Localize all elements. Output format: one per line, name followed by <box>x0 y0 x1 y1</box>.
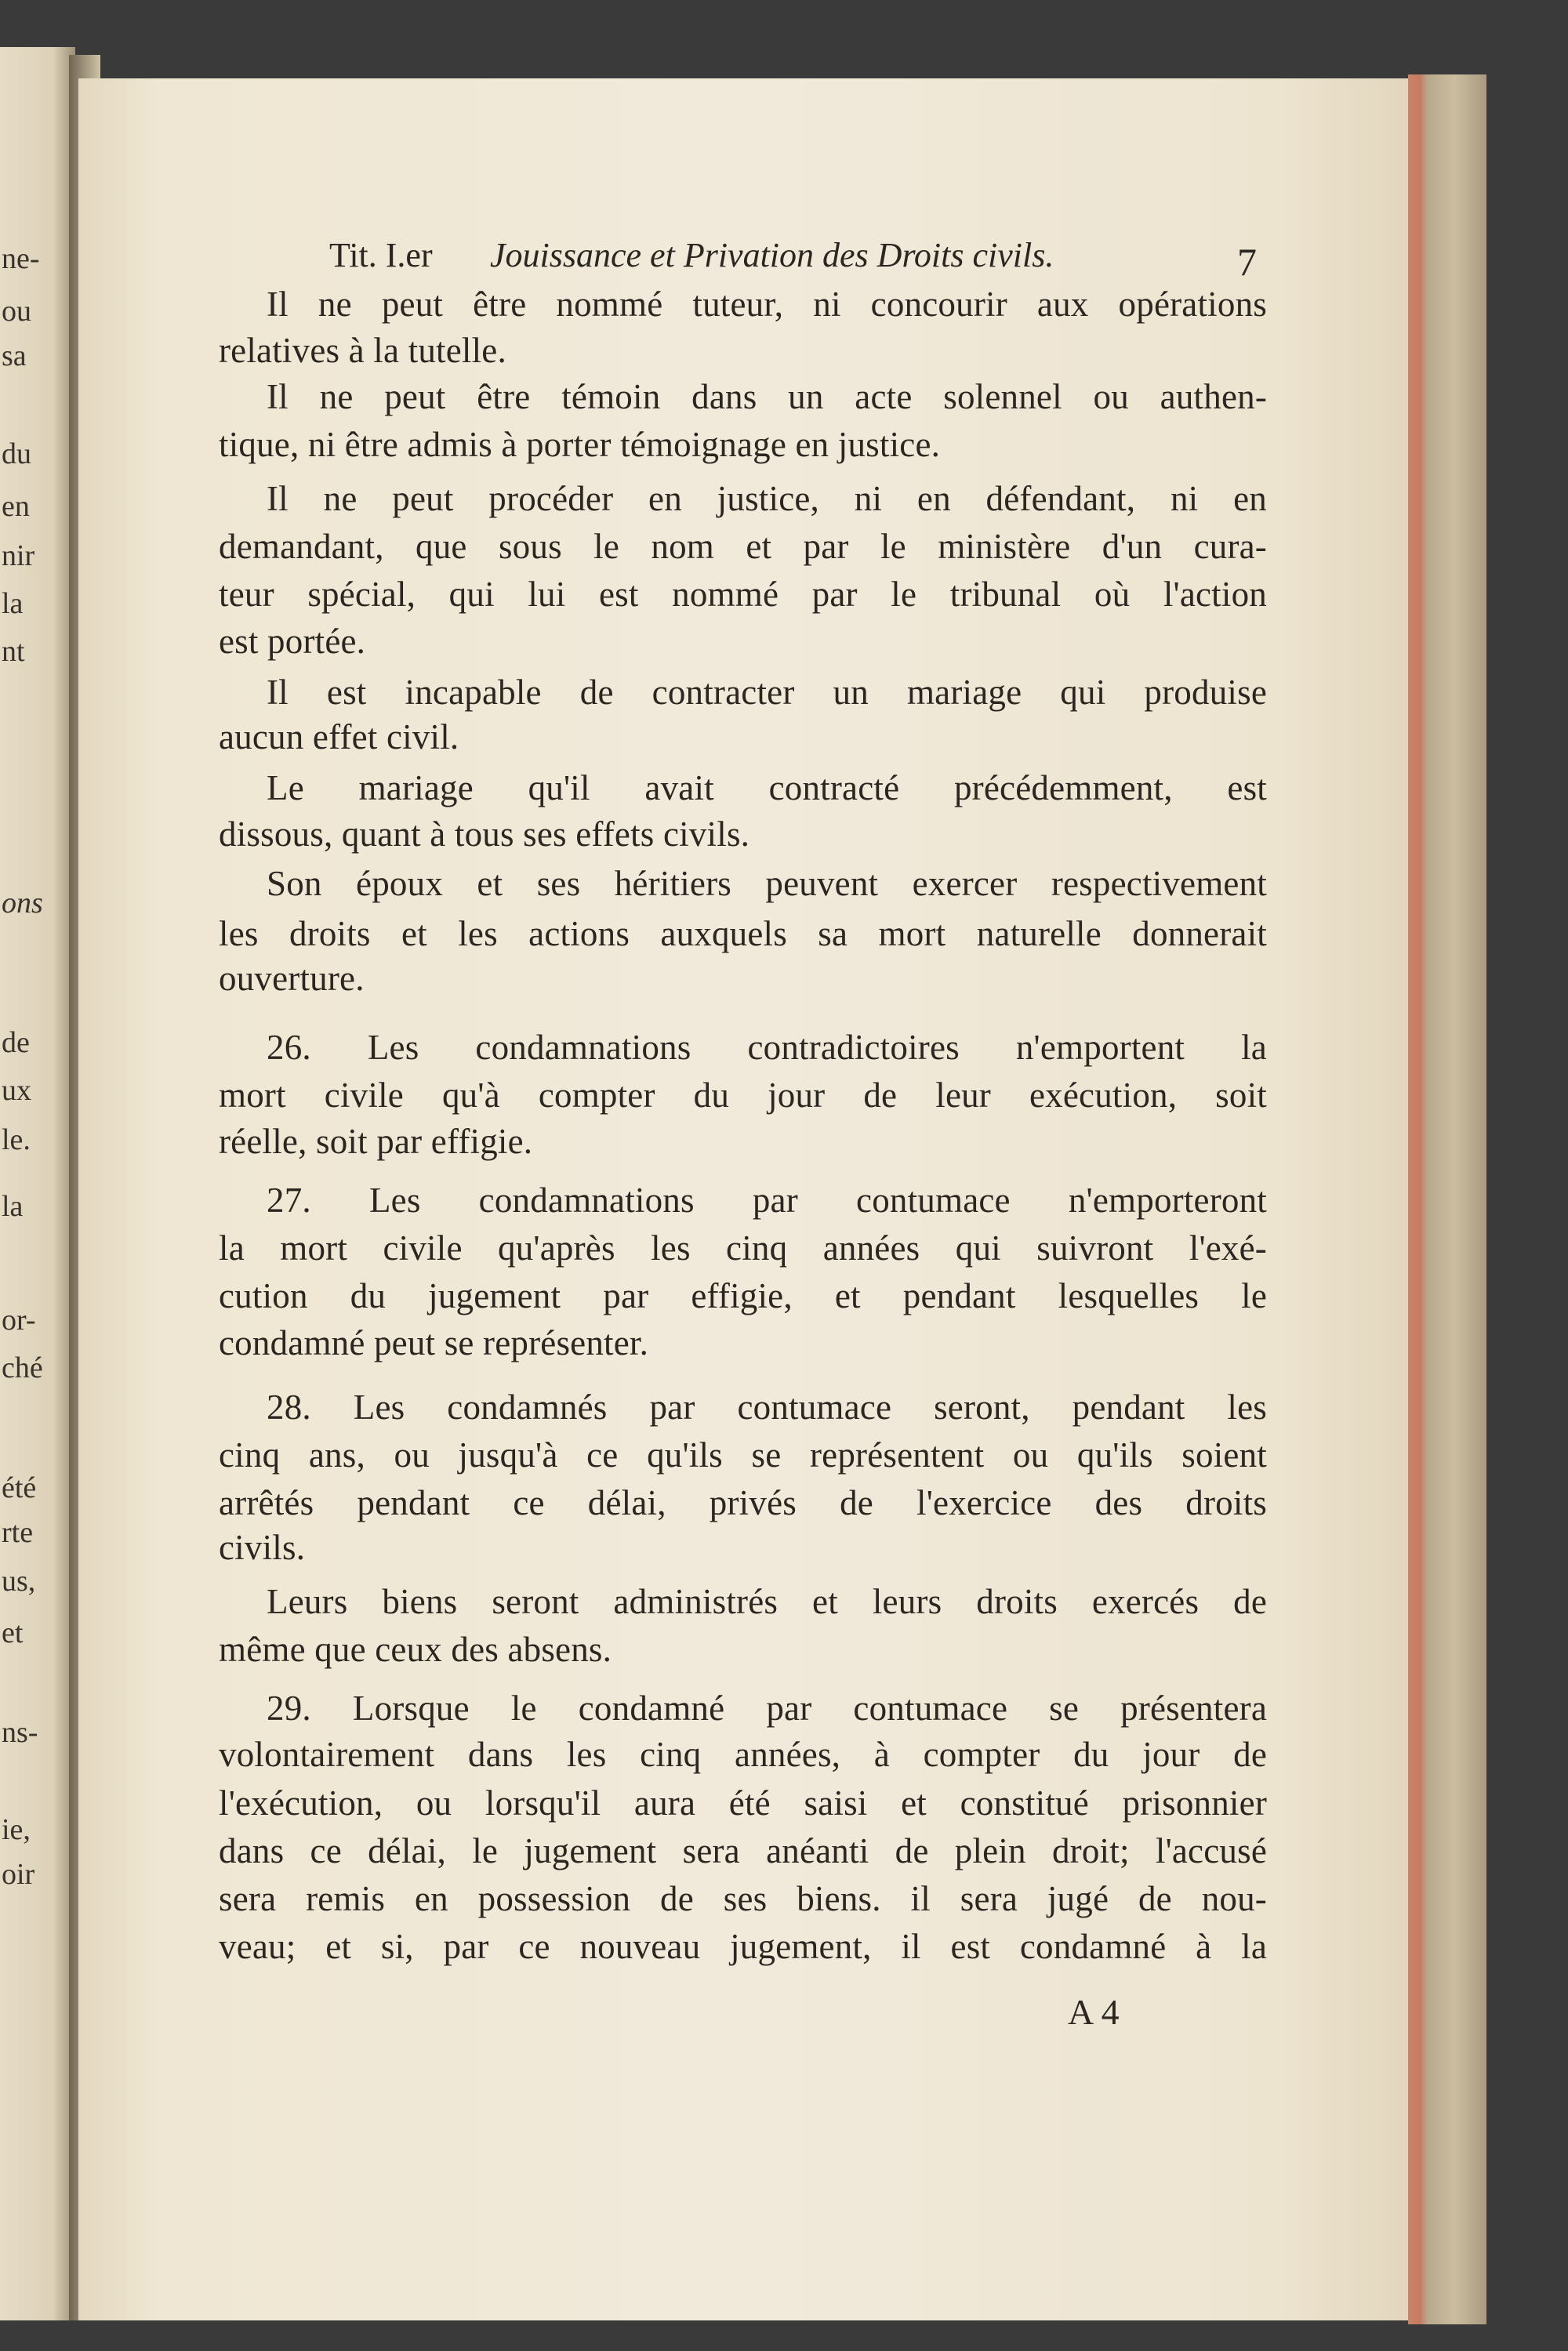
text-line: Il ne peut être témoin dans un acte solennel ou authen- <box>267 377 1267 416</box>
text-line: cinq ans, ou jusqu'à ce qu'ils se représentent ou qu'ils soient <box>219 1435 1267 1475</box>
text-line: dissous, quant à tous ses effets civils. <box>219 815 750 854</box>
text-line: Il est incapable de contracter un mariage qui produise <box>267 673 1267 712</box>
text-line: 29. Lorsque le condamné par contumace se présentera <box>267 1689 1267 1728</box>
text-line: Il ne peut procéder en justice, ni en défendant, ni en <box>267 479 1267 518</box>
left-page-fragment: ou <box>2 295 31 328</box>
left-page-fragment: ns- <box>2 1716 38 1749</box>
text-line: Son époux et ses héritiers peuvent exercer respectivement <box>267 864 1267 903</box>
left-page-fragment: la <box>2 587 24 620</box>
text-line: 27. Les condamnations par contumace n'emporteront <box>267 1181 1267 1220</box>
left-page-edge <box>0 47 75 2320</box>
text-line: même que ceux des absens. <box>219 1630 612 1669</box>
left-page-fragment: or- <box>2 1304 36 1337</box>
left-page-fragment: nt <box>2 635 25 668</box>
running-head-prefix: Tit. I.er <box>329 236 433 274</box>
left-page-fragment: rte <box>2 1516 34 1549</box>
text-line: tique, ni être admis à porter témoignage en justice. <box>219 425 941 464</box>
text-line: arrêtés pendant ce délai, privés de l'exercice des droits <box>219 1483 1267 1522</box>
text-line: dans ce délai, le jugement sera anéanti de plein droit; l'accusé <box>219 1831 1267 1870</box>
left-page-fragment: ux <box>2 1074 31 1107</box>
text-line: Leurs biens seront administrés et leurs droits exercés de <box>267 1582 1267 1621</box>
left-page-fragment: sa <box>2 339 27 372</box>
text-line: veau; et si, par ce nouveau jugement, il est condamné à la <box>219 1927 1267 1966</box>
left-page-fragment: ie, <box>2 1813 31 1846</box>
text-line: aucun effet civil. <box>219 717 459 756</box>
left-page-fragment: ché <box>2 1351 43 1384</box>
text-line: est portée. <box>219 622 366 661</box>
text-line: sera remis en possession de ses biens. il sera jugé de nou- <box>219 1879 1267 1918</box>
left-page-fragment: nir <box>2 539 35 572</box>
left-page-fragment: de <box>2 1026 30 1059</box>
text-line: volontairement dans les cinq années, à compter du jour de <box>219 1735 1267 1774</box>
signature-mark: A 4 <box>1068 1992 1120 2032</box>
left-page-fragment: us, <box>2 1565 36 1598</box>
text-line: cution du jugement par effigie, et pendant lesquelles le <box>219 1276 1267 1315</box>
text-line: mort civile qu'à compter du jour de leur exécution, soit <box>219 1076 1267 1115</box>
text-line: ouverture. <box>219 959 365 998</box>
left-page-fragment: oir <box>2 1858 35 1891</box>
left-page-fragment: été <box>2 1471 37 1504</box>
text-line: civils. <box>219 1528 306 1567</box>
text-line: l'exécution, ou lorsqu'il aura été saisi et constitué prisonnier <box>219 1783 1267 1823</box>
left-page-fragment: ons <box>2 887 43 920</box>
page-edges <box>1408 74 1486 2324</box>
text-line: les droits et les actions auxquels sa mort naturelle donnerait <box>219 914 1267 953</box>
left-page-fragment: la <box>2 1190 24 1223</box>
left-page-fragment: du <box>2 437 31 470</box>
text-line: demandant, que sous le nom et par le ministère d'un cura- <box>219 527 1267 566</box>
running-head-title: Jouissance et Privation des Droits civils. <box>490 236 1054 274</box>
left-page-fragment: ne- <box>2 242 40 275</box>
text-line: la mort civile qu'après les cinq années qui suivront l'exé- <box>219 1228 1267 1268</box>
text-line: 28. Les condamnés par contumace seront, pendant les <box>267 1388 1267 1427</box>
text-line: relatives à la tutelle. <box>219 331 506 370</box>
text-line: réelle, soit par effigie. <box>219 1122 533 1161</box>
left-page-fragment: en <box>2 490 30 523</box>
text-line: 26. Les condamnations contradictoires n'emportent la <box>267 1028 1267 1067</box>
left-page-fragment: le. <box>2 1123 31 1156</box>
text-line: Le mariage qu'il avait contracté précédemment, est <box>267 768 1267 807</box>
text-line: condamné peut se représenter. <box>219 1323 649 1362</box>
text-line: teur spécial, qui lui est nommé par le tribunal où l'action <box>219 575 1267 614</box>
left-page-fragment: et <box>2 1616 24 1649</box>
text-line: Il ne peut être nommé tuteur, ni concourir aux opérations <box>267 285 1267 324</box>
page-number: 7 <box>1237 240 1257 284</box>
